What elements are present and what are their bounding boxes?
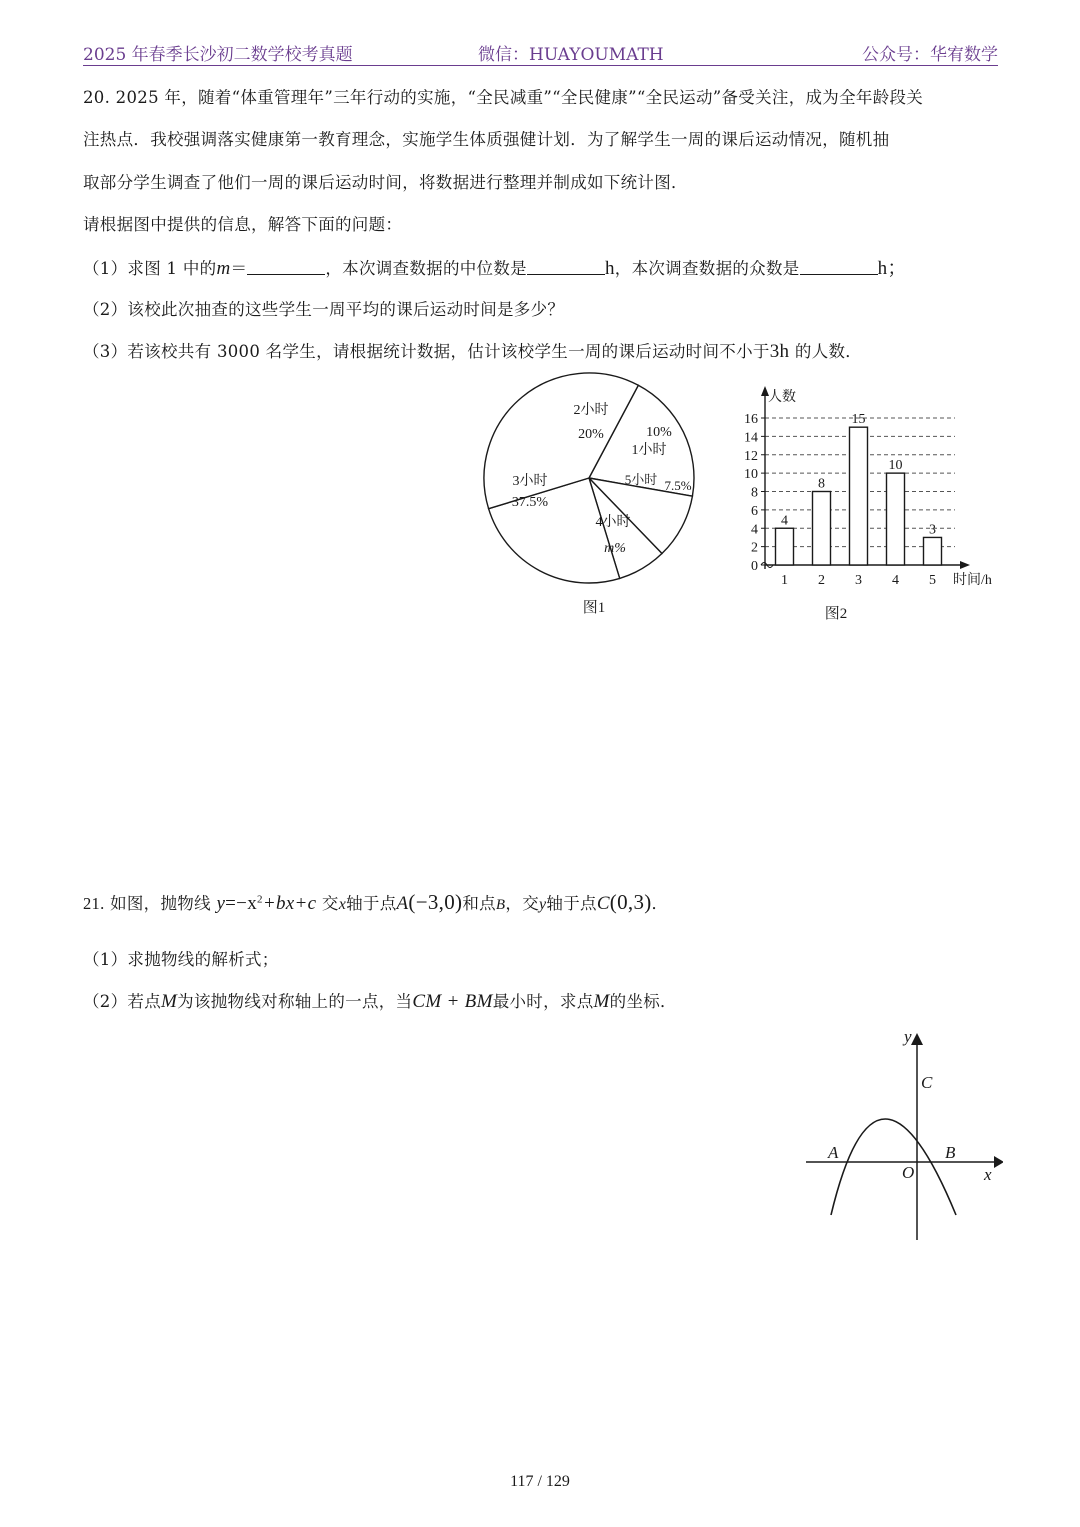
q21-y-var: y (539, 896, 547, 913)
bar-5 (924, 537, 942, 565)
x-tick-label: 4 (892, 573, 899, 588)
q21-p2-m-2: M (593, 991, 610, 1012)
y-tick-label: 12 (744, 448, 758, 464)
q21-number: 21. (83, 894, 105, 913)
q20-line-4: 请根据图中提供的信息，解答下面的问题： (83, 215, 403, 234)
bar-value-label: 4 (781, 513, 788, 529)
pie-pct-1h: 10% (646, 425, 672, 440)
header-title: 2025 年春季长沙初二数学校考真题 (83, 45, 353, 65)
q20-p1-text-a: （1）求图 1 中的 (83, 259, 217, 278)
parabola-curve (831, 1119, 956, 1215)
pie-pct-2h: 20% (578, 427, 604, 442)
q20-p1-unit-1: h (604, 258, 615, 279)
q20-p3-3h: 3h (769, 341, 790, 362)
q20-part-2: （2）该校此次抽查的这些学生一周平均的课后运动时间是多少？ (83, 300, 565, 319)
q21-text-c: 轴于点 (346, 894, 397, 913)
header-account: 公众号：华宥数学 (862, 45, 998, 65)
q21-eq-tail: +bx+c (262, 893, 317, 914)
bar-2 (813, 492, 831, 566)
q21-x-var: x (338, 896, 347, 913)
y-tick-label: 6 (751, 503, 758, 519)
q21-point-b: B (495, 897, 506, 913)
answer-blank-median[interactable] (527, 261, 605, 275)
bar-value-label: 3 (929, 522, 936, 538)
y-tick-label: 8 (751, 485, 758, 501)
graph-x-label: x (984, 1165, 992, 1184)
bar-x-arrow (960, 561, 970, 569)
q21-part-2 (83, 988, 677, 1013)
pie-label-2h: 2小时 (573, 403, 609, 418)
pie-caption: 图1 (582, 600, 606, 616)
q21-point-a: A (396, 893, 409, 914)
bar-chart-ylabel: 人数 (768, 390, 796, 405)
q21-text-a: 如图，抛物线 (110, 894, 211, 913)
graph-point-b: B (945, 1143, 956, 1162)
pie-label-5h: 5小时 (624, 472, 658, 487)
q20-line-1: 20. 2025 年，随着“体重管理年”三年行动的实施，“全民减重”“全民健康”“全民运动”备受关注，成为全年龄段关 (83, 88, 924, 107)
graph-origin-label: O (902, 1163, 915, 1182)
bar-value-label: 15 (851, 412, 866, 428)
pie-chart (478, 370, 703, 620)
x-tick-label: 1 (781, 573, 788, 588)
q20-p3-text-a: （3）若该校共有 3000 名学生，请根据统计数据，估计该校学生一周的课后运动时间不小于 (83, 342, 770, 361)
answer-blank-m[interactable] (247, 261, 325, 275)
q20-p1-m: m (216, 258, 231, 279)
pie-pct-3h: 37.5% (511, 495, 549, 510)
bar-chart (730, 380, 1005, 620)
y-tick-label: 16 (744, 412, 758, 427)
y-tick-label: 14 (744, 430, 758, 446)
pie-pct-5h: 7.5% (664, 478, 692, 493)
bar-4 (887, 473, 905, 565)
page-header (83, 38, 998, 66)
q21-eq-y: y (216, 893, 226, 914)
q21-point-c-coord: (0,3) (609, 890, 652, 914)
answer-blank-mode[interactable] (800, 261, 878, 275)
y-tick-label: 2 (751, 540, 758, 556)
pie-label-4h: 4小时 (595, 515, 631, 530)
y-tick-label: 0 (751, 559, 758, 574)
y-tick-label: 10 (744, 467, 758, 483)
q20-p1-text-b: ，本次调查数据的中位数是 (325, 259, 527, 278)
page-number: 117 / 129 (510, 1473, 570, 1490)
q20-part-3 (83, 338, 862, 363)
q21-p2-expr: CM + BM (412, 991, 493, 1012)
q21-point-a-coord: (−3,0) (408, 890, 463, 914)
q21-eq-rest: =−x (225, 893, 258, 914)
q21-text-d: 和点 (462, 894, 496, 913)
parabola-graph (798, 1025, 1003, 1245)
q20-p3-text-b: 的人数． (789, 342, 863, 361)
x-tick-label: 3 (855, 573, 862, 588)
y-tick-label: 4 (751, 522, 758, 538)
bar-chart-caption: 图2 (824, 606, 848, 620)
graph-point-a: A (828, 1143, 839, 1162)
bar-plot (744, 386, 970, 588)
q20-line-2: 注热点．我校强调落实健康第一教育理念，实施学生体质强健计划．为了解学生一周的课后运动情况，随机抽 (83, 130, 890, 149)
q21-p2-m: M (161, 991, 178, 1012)
graph-y-label: y (904, 1027, 912, 1046)
y-axis-arrow (911, 1033, 923, 1045)
q20-p1-unit-2: h； (877, 258, 907, 279)
graph-point-c: C (921, 1073, 933, 1092)
q21-point-c: C (596, 893, 610, 914)
q20-p1-text-c: ，本次调查数据的众数是 (614, 259, 800, 278)
bar-1 (776, 528, 794, 565)
pie-label-1h: 1小时 (631, 443, 667, 458)
q20-line-3: 取部分学生调查了他们一周的课后运动时间，将数据进行整理并制成如下统计图． (83, 173, 688, 192)
q21-p2-text-d: 的坐标． (609, 992, 677, 1011)
x-tick-label: 2 (818, 573, 825, 588)
pie-pct-4h: m% (604, 541, 626, 556)
x-axis-arrow (994, 1156, 1003, 1168)
q21-eq-square: 2 (257, 893, 263, 906)
pie-label-3h: 3小时 (512, 474, 548, 489)
q21-p2-text-b: 为该抛物线对称轴上的一点，当 (177, 992, 413, 1011)
q20-part-1 (83, 253, 907, 280)
bar-value-label: 8 (818, 476, 825, 492)
q21-text-b: 交 (321, 894, 339, 913)
q21-text-e: ，交 (505, 894, 539, 913)
bar-3 (850, 427, 868, 565)
bar-chart-xlabel: 时间/h (953, 573, 992, 588)
x-tick-label: 5 (929, 573, 936, 588)
q21-stem (83, 890, 668, 915)
q21-p2-text-c: 最小时，求点 (492, 992, 594, 1011)
q21-part-1: （1）求抛物线的解析式； (83, 950, 279, 969)
q20-p1-eq: ＝ (230, 259, 248, 278)
q21-p2-text-a: （2）若点 (83, 992, 161, 1011)
q21-text-g: ． (651, 894, 669, 913)
bar-value-label: 10 (888, 458, 903, 474)
header-wechat: 微信：HUAYOUMATH (478, 45, 664, 65)
q21-text-f: 轴于点 (546, 894, 597, 913)
